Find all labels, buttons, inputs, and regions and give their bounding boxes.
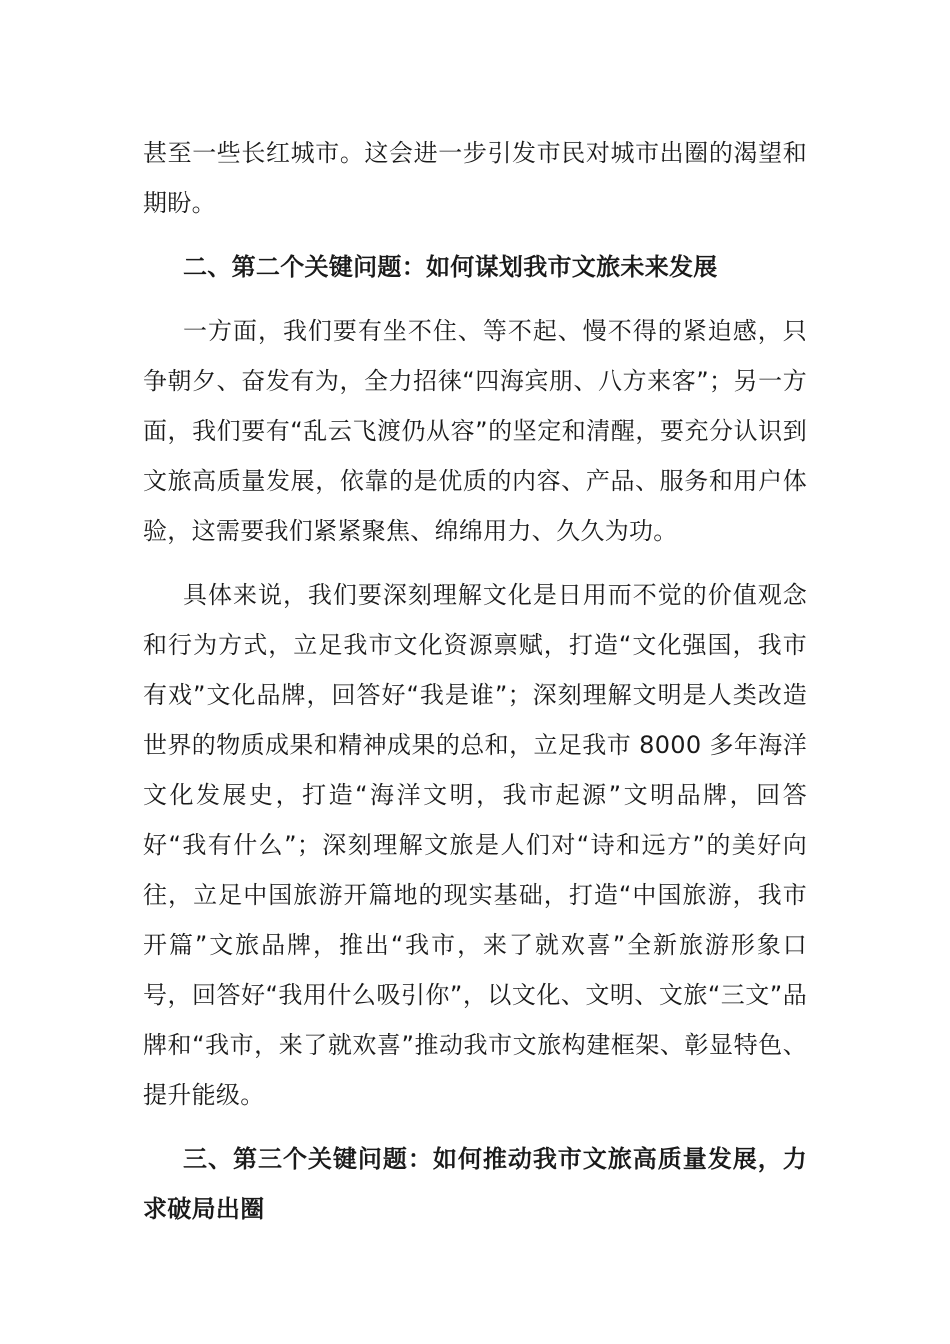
paragraph-urgency: 一方面，我们要有坐不住、等不起、慢不得的紧迫感，只争朝夕、奋发有为，全力招徕“四海宾朋、八方来客”；另一方面，我们要有“乱云飞渡仍从容”的坚定和清醒，要充分认识到文旅高质量发展，依靠的是优质的内容、产品、服务和用户体验，这需要我们紧紧聚焦、绵绵用力、久久为功。: [143, 317, 807, 545]
document-body: [143, 128, 807, 1234]
section-heading-3: 三、第三个关键问题：如何推动我市文旅高质量发展，力求破局出圈: [143, 1145, 807, 1223]
paragraph-continuation: 甚至一些长红城市。这会进一步引发市民对城市出圈的渴望和期盼。: [143, 139, 807, 217]
section-heading-2: 二、第二个关键问题：如何谋划我市文旅未来发展: [183, 253, 718, 281]
paragraph-brands: 具体来说，我们要深刻理解文化是日用而不觉的价值观念和行为方式，立足我市文化资源禀赋，打造“文化强国，我市有戏”文化品牌，回答好“我是谁”；深刻理解文明是人类改造世界的物质成果和精神成果的总和，立足我市 8000 多年海洋文化发展史，打造“海洋文明，我市起源”文明品牌，回答好“我有什么”；深刻理解文旅是人们对“诗和远方”的美好向往，立足中国旅游开篇地的现实基础，打造“中国旅游，我市开篇”文旅品牌，推出“我市，来了就欢喜”全新旅游形象口号，回答好“我用什么吸引你”，以文化、文明、文旅“三文”品牌和“我市，来了就欢喜”推动我市文旅构建框架、彰显特色、提升能级。: [143, 581, 807, 1109]
